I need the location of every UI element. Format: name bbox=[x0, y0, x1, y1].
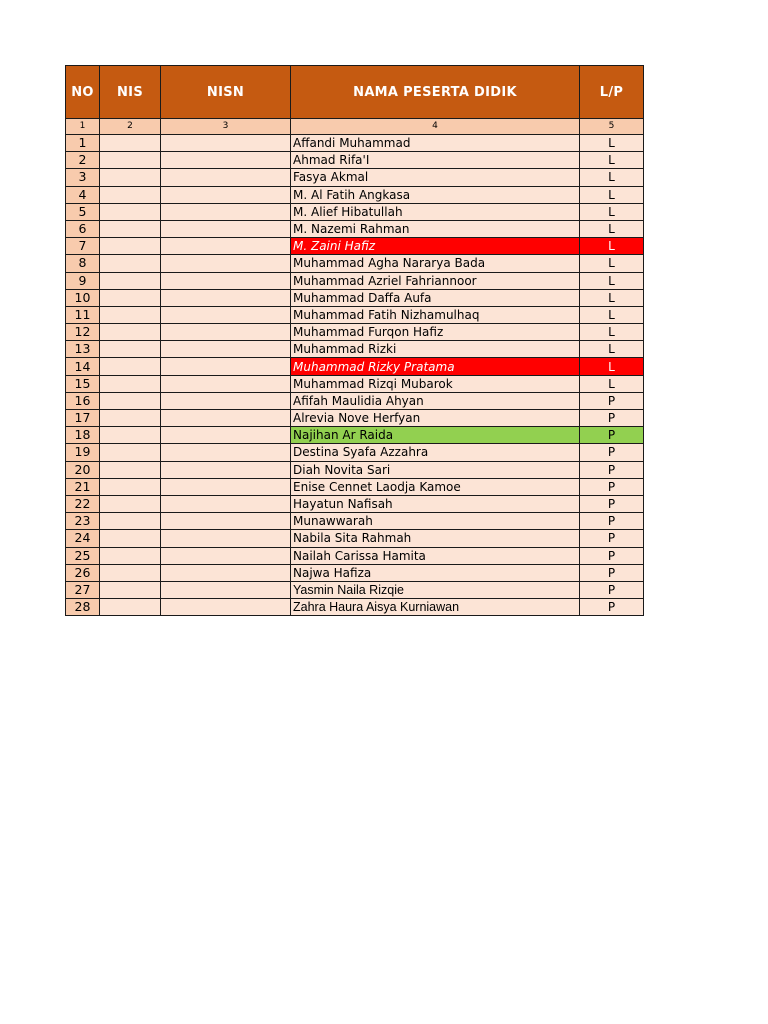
row-number-cell[interactable]: 17 bbox=[66, 410, 100, 427]
table-row bbox=[66, 306, 644, 323]
student-name-cell[interactable]: M. Alief Hibatullah bbox=[291, 203, 580, 220]
student-name-cell[interactable]: Affandi Muhammad bbox=[291, 135, 580, 152]
nisn-cell[interactable] bbox=[161, 427, 291, 444]
gender-cell[interactable]: L bbox=[580, 186, 644, 203]
student-name-cell[interactable]: Muhammad Azriel Fahriannoor bbox=[291, 272, 580, 289]
nisn-cell[interactable] bbox=[161, 564, 291, 581]
nis-cell[interactable] bbox=[100, 392, 161, 409]
row-number-cell[interactable]: 20 bbox=[66, 461, 100, 478]
nisn-cell[interactable] bbox=[161, 530, 291, 547]
nisn-cell[interactable] bbox=[161, 392, 291, 409]
student-name-cell[interactable]: Nabila Sita Rahmah bbox=[291, 530, 580, 547]
nisn-cell[interactable] bbox=[161, 581, 291, 598]
header-nisn[interactable]: NISN bbox=[161, 66, 291, 119]
nis-cell[interactable] bbox=[100, 135, 161, 152]
nis-cell[interactable] bbox=[100, 530, 161, 547]
nis-cell[interactable] bbox=[100, 186, 161, 203]
nis-cell[interactable] bbox=[100, 255, 161, 272]
row-number-cell[interactable]: 3 bbox=[66, 169, 100, 186]
gender-cell[interactable]: P bbox=[580, 392, 644, 409]
table-row bbox=[66, 410, 644, 427]
nisn-cell[interactable] bbox=[161, 375, 291, 392]
table-body bbox=[66, 135, 644, 616]
row-number-cell[interactable]: 23 bbox=[66, 513, 100, 530]
table-row bbox=[66, 255, 644, 272]
table-row bbox=[66, 272, 644, 289]
nis-cell[interactable] bbox=[100, 169, 161, 186]
student-name-cell[interactable]: Munawwarah bbox=[291, 513, 580, 530]
student-name-cell[interactable]: Nailah Carissa Hamita bbox=[291, 547, 580, 564]
student-name-cell[interactable]: Muhammad Rizqi Mubarok bbox=[291, 375, 580, 392]
nis-cell[interactable] bbox=[100, 152, 161, 169]
row-number-cell[interactable]: 6 bbox=[66, 220, 100, 237]
row-number-cell[interactable]: 28 bbox=[66, 599, 100, 616]
nisn-cell[interactable] bbox=[161, 324, 291, 341]
table-row bbox=[66, 203, 644, 220]
nisn-cell[interactable] bbox=[161, 169, 291, 186]
nisn-cell[interactable] bbox=[161, 410, 291, 427]
row-number-cell[interactable]: 25 bbox=[66, 547, 100, 564]
column-index[interactable]: 1 bbox=[66, 119, 100, 135]
student-name-cell[interactable]: M. Al Fatih Angkasa bbox=[291, 186, 580, 203]
nis-cell[interactable] bbox=[100, 272, 161, 289]
nisn-cell[interactable] bbox=[161, 135, 291, 152]
row-number-cell[interactable]: 9 bbox=[66, 272, 100, 289]
nis-cell[interactable] bbox=[100, 581, 161, 598]
row-number-cell[interactable]: 19 bbox=[66, 444, 100, 461]
table-row bbox=[66, 135, 644, 152]
table-row bbox=[66, 341, 644, 358]
gender-cell[interactable]: L bbox=[580, 238, 644, 255]
student-name-cell[interactable]: Muhammad Daffa Aufa bbox=[291, 289, 580, 306]
student-name-cell[interactable]: Muhammad Fatih Nizhamulhaq bbox=[291, 306, 580, 323]
nisn-cell[interactable] bbox=[161, 513, 291, 530]
student-name-cell[interactable]: Afifah Maulidia Ahyan bbox=[291, 392, 580, 409]
table-row bbox=[66, 513, 644, 530]
row-number-cell[interactable]: 4 bbox=[66, 186, 100, 203]
table-row bbox=[66, 392, 644, 409]
header-nis[interactable]: NIS bbox=[100, 66, 161, 119]
nis-cell[interactable] bbox=[100, 564, 161, 581]
student-name-cell[interactable]: M. Nazemi Rahman bbox=[291, 220, 580, 237]
gender-cell[interactable]: P bbox=[580, 495, 644, 512]
gender-cell[interactable]: L bbox=[580, 341, 644, 358]
student-name-cell[interactable]: Destina Syafa Azzahra bbox=[291, 444, 580, 461]
nis-cell[interactable] bbox=[100, 513, 161, 530]
student-name-cell[interactable]: Enise Cennet Laodja Kamoe bbox=[291, 478, 580, 495]
column-index-row bbox=[66, 119, 644, 135]
student-name-cell[interactable]: Muhammad Rizki bbox=[291, 341, 580, 358]
table-row bbox=[66, 289, 644, 306]
column-index[interactable]: 2 bbox=[100, 119, 161, 135]
student-name-cell[interactable]: Zahra Haura Aisya Kurniawan bbox=[291, 599, 580, 616]
table-row bbox=[66, 169, 644, 186]
nis-cell[interactable] bbox=[100, 427, 161, 444]
table-row bbox=[66, 495, 644, 512]
table-row bbox=[66, 427, 644, 444]
row-number-cell[interactable]: 24 bbox=[66, 530, 100, 547]
table-row bbox=[66, 324, 644, 341]
student-name-cell[interactable]: Najihan Ar Raida bbox=[291, 427, 580, 444]
row-number-cell[interactable]: 22 bbox=[66, 495, 100, 512]
student-name-cell[interactable]: Fasya Akmal bbox=[291, 169, 580, 186]
gender-cell[interactable]: P bbox=[580, 513, 644, 530]
nis-cell[interactable] bbox=[100, 358, 161, 375]
table-row bbox=[66, 461, 644, 478]
student-name-cell[interactable]: Hayatun Nafisah bbox=[291, 495, 580, 512]
nis-cell[interactable] bbox=[100, 461, 161, 478]
nis-cell[interactable] bbox=[100, 444, 161, 461]
row-number-cell[interactable]: 7 bbox=[66, 238, 100, 255]
table-row bbox=[66, 547, 644, 564]
nisn-cell[interactable] bbox=[161, 444, 291, 461]
row-number-cell[interactable]: 16 bbox=[66, 392, 100, 409]
nisn-cell[interactable] bbox=[161, 461, 291, 478]
gender-cell[interactable]: L bbox=[580, 375, 644, 392]
gender-cell[interactable]: P bbox=[580, 599, 644, 616]
row-number-cell[interactable]: 10 bbox=[66, 289, 100, 306]
gender-cell[interactable]: L bbox=[580, 169, 644, 186]
nisn-cell[interactable] bbox=[161, 306, 291, 323]
table-row bbox=[66, 152, 644, 169]
row-number-cell[interactable]: 13 bbox=[66, 341, 100, 358]
row-number-cell[interactable]: 18 bbox=[66, 427, 100, 444]
table-row bbox=[66, 375, 644, 392]
gender-cell[interactable]: P bbox=[580, 581, 644, 598]
student-name-cell[interactable]: Muhammad Agha Nararya Bada bbox=[291, 255, 580, 272]
nis-cell[interactable] bbox=[100, 547, 161, 564]
table-row bbox=[66, 358, 644, 375]
nisn-cell[interactable] bbox=[161, 547, 291, 564]
nis-cell[interactable] bbox=[100, 341, 161, 358]
nis-cell[interactable] bbox=[100, 375, 161, 392]
nisn-cell[interactable] bbox=[161, 203, 291, 220]
row-number-cell[interactable]: 5 bbox=[66, 203, 100, 220]
nis-cell[interactable] bbox=[100, 203, 161, 220]
nisn-cell[interactable] bbox=[161, 358, 291, 375]
nisn-cell[interactable] bbox=[161, 152, 291, 169]
nisn-cell[interactable] bbox=[161, 238, 291, 255]
student-name-cell[interactable]: Alrevia Nove Herfyan bbox=[291, 410, 580, 427]
nisn-cell[interactable] bbox=[161, 255, 291, 272]
nisn-cell[interactable] bbox=[161, 272, 291, 289]
gender-cell[interactable]: P bbox=[580, 547, 644, 564]
nisn-cell[interactable] bbox=[161, 495, 291, 512]
table-row bbox=[66, 478, 644, 495]
header-lp[interactable]: L/P bbox=[580, 66, 644, 119]
table-row bbox=[66, 444, 644, 461]
gender-cell[interactable]: L bbox=[580, 220, 644, 237]
nisn-cell[interactable] bbox=[161, 186, 291, 203]
header-name[interactable]: NAMA PESERTA DIDIK bbox=[291, 66, 580, 119]
student-name-cell[interactable]: Ahmad Rifa'I bbox=[291, 152, 580, 169]
row-number-cell[interactable]: 1 bbox=[66, 135, 100, 152]
student-name-cell[interactable]: Yasmin Naila Rizqie bbox=[291, 581, 580, 598]
header-row bbox=[66, 66, 644, 119]
nis-cell[interactable] bbox=[100, 306, 161, 323]
gender-cell[interactable]: L bbox=[580, 152, 644, 169]
column-index[interactable]: 4 bbox=[291, 119, 580, 135]
gender-cell[interactable]: L bbox=[580, 272, 644, 289]
header-no[interactable]: NO bbox=[66, 66, 100, 119]
row-number-cell[interactable]: 8 bbox=[66, 255, 100, 272]
nis-cell[interactable] bbox=[100, 220, 161, 237]
table-row bbox=[66, 530, 644, 547]
nisn-cell[interactable] bbox=[161, 341, 291, 358]
nisn-cell[interactable] bbox=[161, 289, 291, 306]
gender-cell[interactable]: P bbox=[580, 444, 644, 461]
nisn-cell[interactable] bbox=[161, 599, 291, 616]
student-name-cell[interactable]: M. Zaini Hafiz bbox=[291, 238, 580, 255]
row-number-cell[interactable]: 26 bbox=[66, 564, 100, 581]
table-header bbox=[66, 66, 644, 135]
row-number-cell[interactable]: 2 bbox=[66, 152, 100, 169]
gender-cell[interactable]: L bbox=[580, 324, 644, 341]
nis-cell[interactable] bbox=[100, 410, 161, 427]
gender-cell[interactable]: L bbox=[580, 135, 644, 152]
nis-cell[interactable] bbox=[100, 599, 161, 616]
student-name-cell[interactable]: Diah Novita Sari bbox=[291, 461, 580, 478]
row-number-cell[interactable]: 12 bbox=[66, 324, 100, 341]
student-name-cell[interactable]: Muhammad Rizky Pratama bbox=[291, 358, 580, 375]
gender-cell[interactable]: L bbox=[580, 306, 644, 323]
student-name-cell[interactable]: Najwa Hafiza bbox=[291, 564, 580, 581]
gender-cell[interactable]: P bbox=[580, 410, 644, 427]
nis-cell[interactable] bbox=[100, 289, 161, 306]
gender-cell[interactable]: P bbox=[580, 461, 644, 478]
nis-cell[interactable] bbox=[100, 495, 161, 512]
gender-cell[interactable]: P bbox=[580, 564, 644, 581]
column-index[interactable]: 5 bbox=[580, 119, 644, 135]
nis-cell[interactable] bbox=[100, 238, 161, 255]
gender-cell[interactable]: L bbox=[580, 255, 644, 272]
row-number-cell[interactable]: 14 bbox=[66, 358, 100, 375]
gender-cell[interactable]: L bbox=[580, 289, 644, 306]
gender-cell[interactable]: L bbox=[580, 203, 644, 220]
student-roster-table bbox=[65, 65, 644, 616]
table-row bbox=[66, 220, 644, 237]
row-number-cell[interactable]: 15 bbox=[66, 375, 100, 392]
nisn-cell[interactable] bbox=[161, 220, 291, 237]
row-number-cell[interactable]: 21 bbox=[66, 478, 100, 495]
table-row bbox=[66, 186, 644, 203]
table-row bbox=[66, 599, 644, 616]
nisn-cell[interactable] bbox=[161, 478, 291, 495]
table-row bbox=[66, 581, 644, 598]
column-index[interactable]: 3 bbox=[161, 119, 291, 135]
gender-cell[interactable]: P bbox=[580, 478, 644, 495]
nis-cell[interactable] bbox=[100, 324, 161, 341]
student-name-cell[interactable]: Muhammad Furqon Hafiz bbox=[291, 324, 580, 341]
nis-cell[interactable] bbox=[100, 478, 161, 495]
table-row bbox=[66, 238, 644, 255]
row-number-cell[interactable]: 11 bbox=[66, 306, 100, 323]
row-number-cell[interactable]: 27 bbox=[66, 581, 100, 598]
gender-cell[interactable]: P bbox=[580, 427, 644, 444]
gender-cell[interactable]: L bbox=[580, 358, 644, 375]
table-row bbox=[66, 564, 644, 581]
gender-cell[interactable]: P bbox=[580, 530, 644, 547]
